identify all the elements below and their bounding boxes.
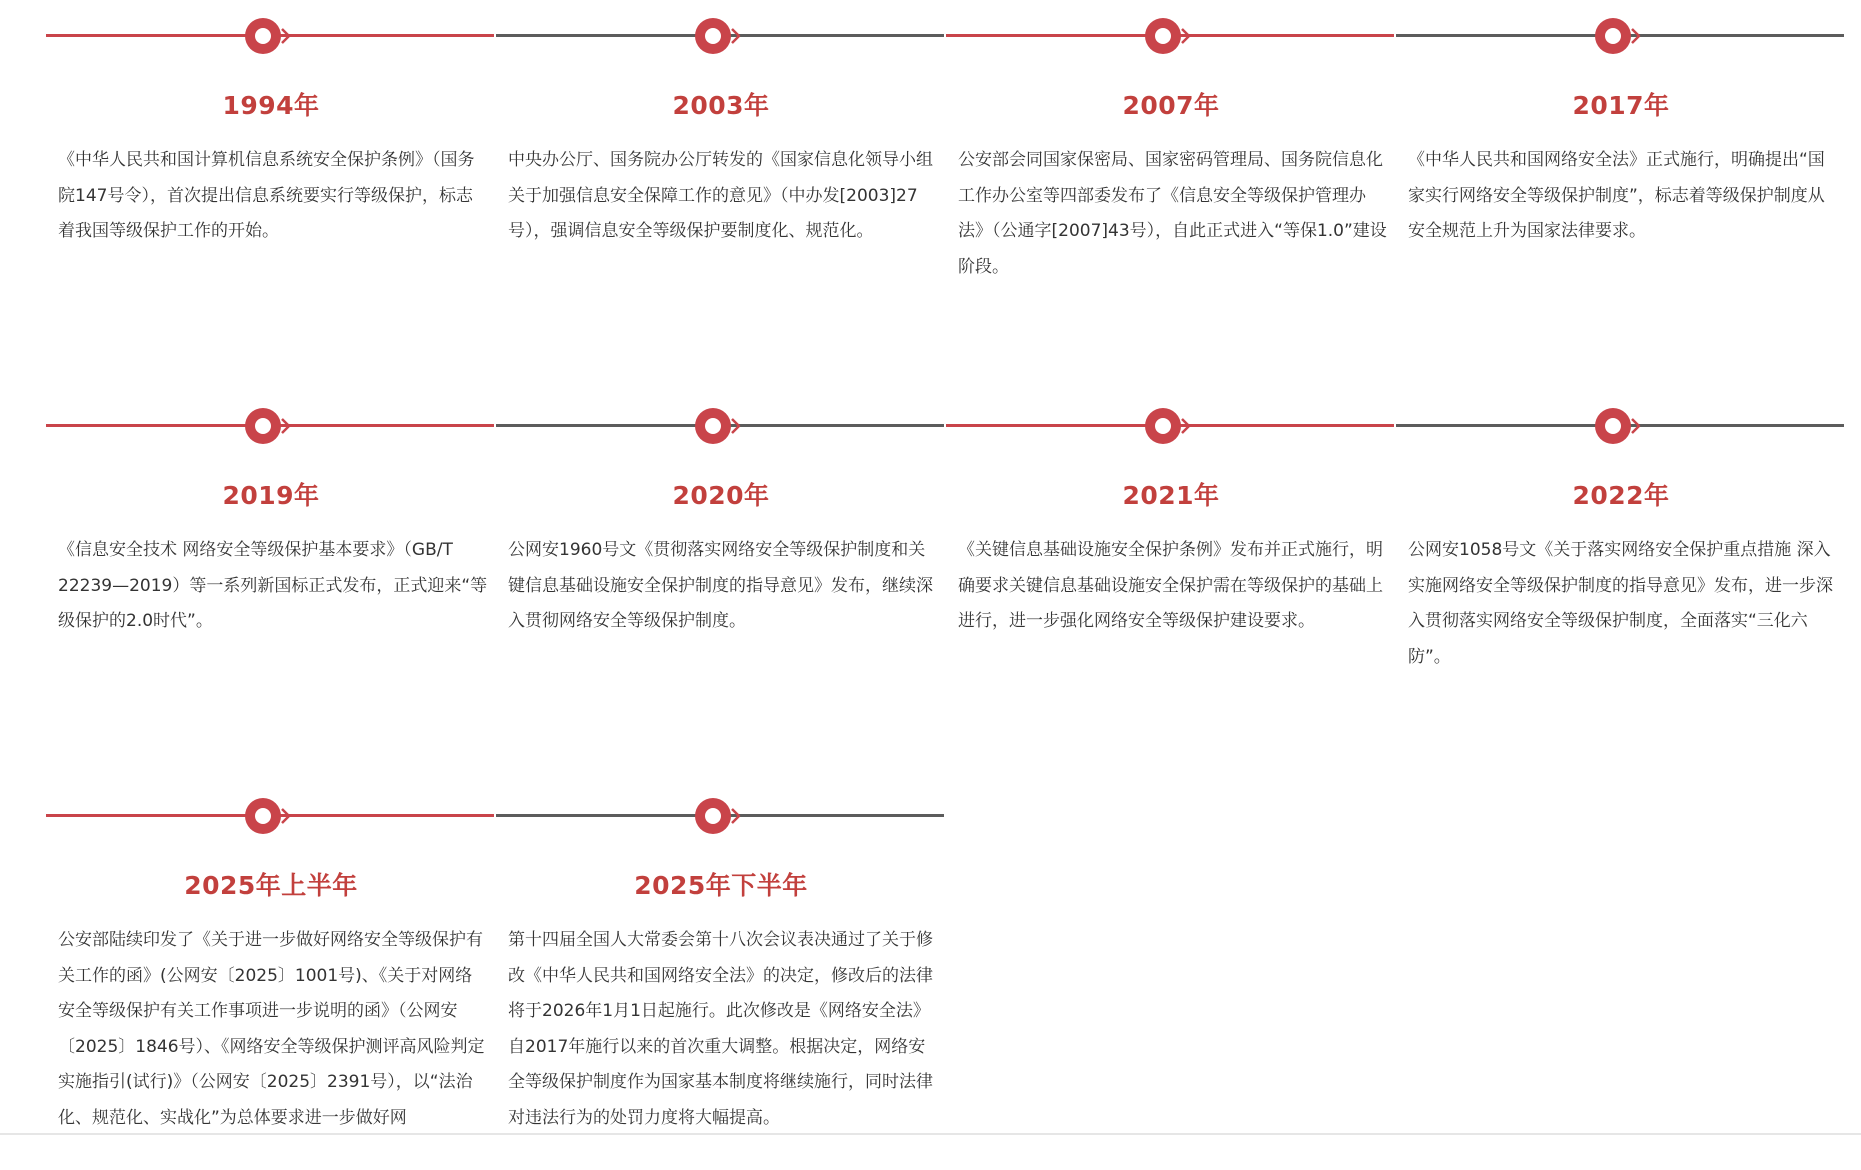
milestone-description: 《中华人民共和国网络安全法》正式施行，明确提出“国家实行网络安全等级保护制度”，标志着等级保护制度从安全规范上升为国家法律要求。	[1408, 150, 1825, 241]
milestone-description: 《关键信息基础设施安全保护条例》发布并正式施行，明确要求关键信息基础设施安全保护需在等级保护的基础上进行，进一步强化网络安全等级保护建设要求。	[958, 540, 1383, 631]
milestone-year: 2025年下半年	[634, 871, 808, 900]
timeline-node-icon	[693, 796, 741, 836]
timeline-node-icon	[1143, 16, 1191, 56]
milestone-year: 2017年	[1572, 91, 1670, 120]
timeline-node-icon	[693, 16, 741, 56]
milestone-description: 《中华人民共和国计算机信息系统安全保护条例》（国务院147号令），首次提出信息系统要实行等级保护，标志着我国等级保护工作的开始。	[58, 150, 475, 241]
milestone-2017	[1396, 0, 1846, 390]
milestone-2025-h2	[496, 780, 946, 1170]
milestone-year: 2021年	[1122, 481, 1220, 510]
milestone-description: 公网安1960号文《贯彻落实网络安全等级保护制度和关键信息基础设施安全保护制度的指导意见》发布，继续深入贯彻网络安全等级保护制度。	[508, 540, 933, 631]
milestone-year: 2025年上半年	[184, 871, 358, 900]
milestone-year: 2007年	[1122, 91, 1220, 120]
milestone-description: 中央办公厅、国务院办公厅转发的《国家信息化领导小组关于加强信息安全保障工作的意见》（中办发[2003]27号），强调信息安全等级保护要制度化、规范化。	[508, 150, 933, 241]
milestone-year: 2022年	[1572, 481, 1670, 510]
timeline-node-icon	[243, 16, 291, 56]
milestone-2020	[496, 390, 946, 780]
milestone-2019	[46, 390, 496, 780]
milestone-description: 公安部会同国家保密局、国家密码管理局、国务院信息化工作办公室等四部委发布了《信息安全等级保护管理办法》（公通字[2007]43号），自此正式进入“等保1.0”建设阶段。	[958, 150, 1387, 277]
milestone-2022	[1396, 390, 1846, 780]
milestone-description: 第十四届全国人大常委会第十八次会议表决通过了关于修改《中华人民共和国网络安全法》的决定，修改后的法律将于2026年1月1日起施行。此次修改是《网络安全法》自2017年施行以来的首次重大调整。根据决定，网络安全等级保护制度作为国家基本制度将继续施行，同时法律对违法行为的处罚力度将大幅提高。	[508, 930, 933, 1128]
timeline-node-icon	[693, 406, 741, 446]
milestone-2021	[946, 390, 1396, 780]
timeline-node-icon	[1593, 406, 1641, 446]
milestone-description: 公网安1058号文《关于落实网络安全保护重点措施 深入实施网络安全等级保护制度的指导意见》发布，进一步深入贯彻落实网络安全等级保护制度，全面落实“三化六防”。	[1408, 540, 1833, 667]
timeline-node-icon	[243, 796, 291, 836]
milestone-1994	[46, 0, 496, 390]
timeline-node-icon	[243, 406, 291, 446]
milestone-2007	[946, 0, 1396, 390]
milestone-year: 2003年	[672, 91, 770, 120]
milestone-year: 2019年	[222, 481, 320, 510]
milestone-description: 公安部陆续印发了《关于进一步做好网络安全等级保护有关工作的函》(公网安〔2025〕1001号)、《关于对网络安全等级保护有关工作事项进一步说明的函》（公网安〔2025〕1846号）、《网络安全等级保护测评高风险判定实施指引(试行)》（公网安〔2025〕2391号），以“法治化、规范化、实战化”为总体要求进一步做好网	[58, 930, 485, 1128]
timeline	[46, 0, 1846, 1135]
timeline-node-icon	[1143, 406, 1191, 446]
milestone-year: 1994年	[222, 91, 320, 120]
milestone-description: 《信息安全技术 网络安全等级保护基本要求》（GB/T 22239—2019）等一系列新国标正式发布，正式迎来“等级保护的2.0时代”。	[58, 540, 488, 631]
milestone-2003	[496, 0, 946, 390]
timeline-node-icon	[1593, 16, 1641, 56]
milestone-year: 2020年	[672, 481, 770, 510]
milestone-2025-h1	[46, 780, 496, 1170]
